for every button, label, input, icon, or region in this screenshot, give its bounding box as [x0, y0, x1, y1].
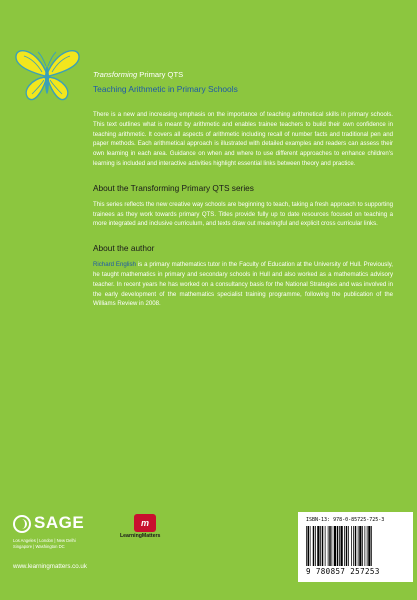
barcode-bar — [337, 526, 339, 566]
barcode-bar — [365, 526, 366, 566]
author-heading: About the author — [93, 243, 155, 254]
learning-matters-logo-text: LearningMatters — [120, 533, 161, 539]
barcode-bar — [344, 526, 345, 566]
sage-logo-icon — [13, 515, 31, 533]
barcode-bar — [339, 526, 340, 566]
barcode-bar — [341, 526, 343, 566]
barcode-bar — [310, 526, 311, 566]
author-name: Richard English — [93, 261, 136, 269]
barcode-bar — [362, 526, 363, 566]
barcode-bars — [306, 526, 406, 566]
barcode-digits: 9 780857 257253 — [306, 567, 380, 576]
barcode-bar — [315, 526, 316, 566]
barcode-bar — [325, 526, 326, 566]
barcode-bar — [368, 526, 370, 566]
isbn-number: ISBN-13: 978-0-85725-725-3 — [306, 517, 385, 523]
series-heading: About the Transforming Primary QTS series — [93, 182, 254, 193]
barcode-bar — [320, 526, 321, 566]
butterfly-logo-icon — [12, 44, 82, 106]
barcode-bar — [334, 526, 336, 566]
barcode — [298, 512, 413, 582]
series-name-italic: Transforming — [93, 70, 138, 79]
barcode-bar — [358, 526, 359, 566]
barcode-bar — [332, 526, 333, 566]
barcode-bar — [355, 526, 357, 566]
barcode-bar — [371, 526, 372, 566]
learning-matters-logo-icon: m — [134, 514, 156, 532]
book-title: Teaching Arithmetic in Primary Schools — [93, 84, 238, 94]
publisher-cities: Los Angeles | London | New Delhi Singapore | Washington DC — [13, 538, 76, 549]
learning-matters-logo — [120, 514, 170, 544]
barcode-bar — [306, 526, 307, 566]
barcode-bar — [351, 526, 352, 566]
back-cover-text — [93, 110, 393, 309]
series-name — [93, 70, 183, 79]
publisher-website[interactable]: www.learningmatters.co.uk — [13, 563, 87, 570]
series-name-rest: Primary QTS — [137, 70, 184, 79]
barcode-bar — [367, 526, 368, 566]
barcode-bar — [308, 526, 310, 566]
sage-logo-text: SAGE — [34, 513, 85, 532]
barcode-bar — [313, 526, 315, 566]
series-paragraph: This series reflects the new creative way schools are beginning to teach, taking a fresh approach to supporting trainees as they work towards primary QTS. Titles provide fully up to date resources focused on teaching a more integrated and inclusive curriculum, and texts draw out meaningful and explicit cross curricular links. — [93, 200, 393, 228]
barcode-bar — [346, 526, 348, 566]
barcode-bar — [322, 526, 324, 566]
author-paragraph — [93, 260, 393, 309]
author-bio: is a primary mathematics tutor in the Faculty of Education at the University of Hull. Previously, he taught mathematics in primary and secondary schools in Hull and also worked as a mathematics advisory teacher. In recent years he has worked on a consultancy basis for the National Strategies and was involved in the early development of the mathematics specialist training programme, following the publication of the Williams Review in 2008. — [93, 261, 393, 308]
intro-paragraph: There is a new and increasing emphasis on the importance of teaching arithmetical skills in primary schools. This text outlines what is meant by arithmetic and enables trainee teachers to build their own confidence in teaching arithmetic. It covers all aspects of arithmetic including recall of number facts and traditional pen and paper methods. Each arithmetical approach is illustrated with detailed examples and readers can assess their own learning in each area. Guidance on when and where to use different approaches to enhance children's learning is included and interactive activities highlight essential links between theory and practice. — [93, 111, 393, 167]
barcode-bar — [359, 526, 361, 566]
barcode-bar — [329, 526, 331, 566]
barcode-bar — [353, 526, 354, 566]
barcode-bar — [317, 526, 319, 566]
barcode-bar — [348, 526, 349, 566]
barcode-bar — [328, 526, 329, 566]
footer — [10, 512, 410, 592]
